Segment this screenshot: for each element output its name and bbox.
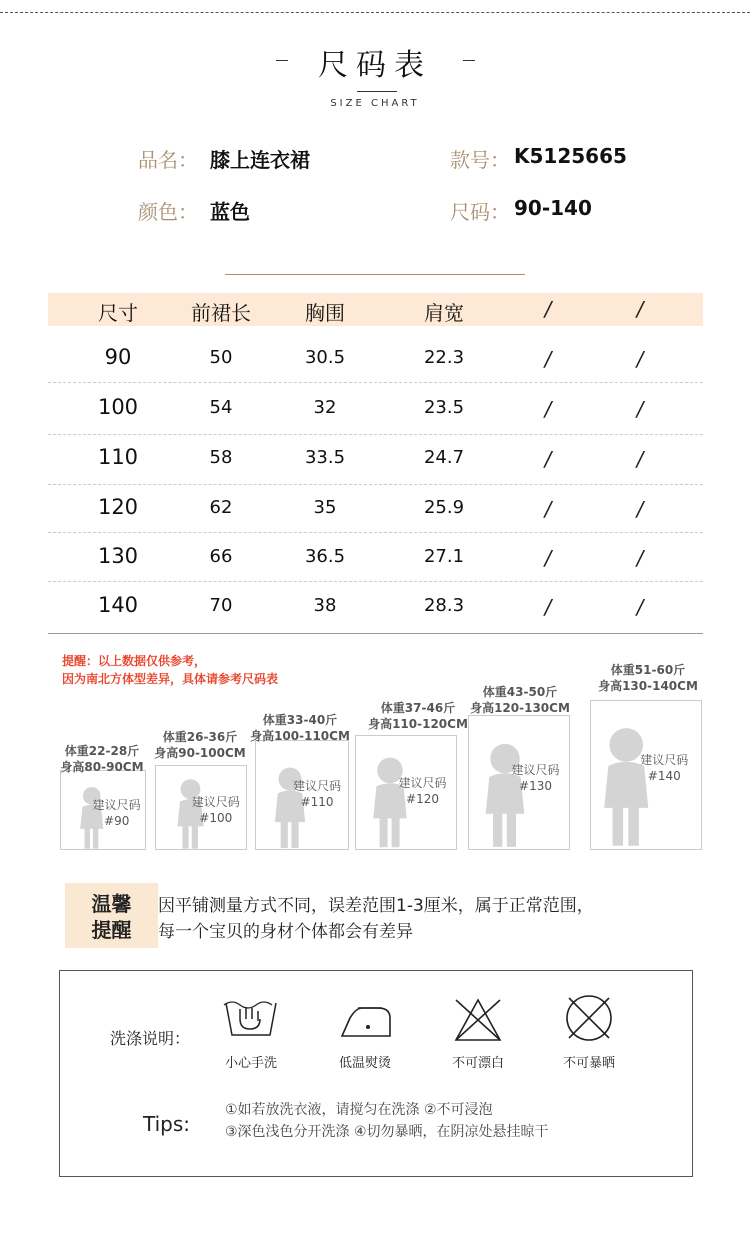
tips-label: Tips:	[143, 1112, 191, 1136]
suggested-size-value: #130	[519, 778, 552, 793]
suggested-size	[182, 794, 250, 826]
table-cell: 33.5	[304, 447, 346, 468]
product-color-value: 蓝色	[210, 200, 250, 224]
table-cell: 23.5	[423, 397, 465, 418]
table-cell: /	[636, 447, 644, 471]
suggested-size-label: 建议尺码	[640, 752, 689, 767]
kid-weight-height	[240, 712, 360, 744]
product-color-label: 颜色：	[138, 200, 198, 224]
low-iron-icon	[338, 1000, 396, 1042]
table-cell: /	[544, 447, 552, 471]
reference-notice	[62, 652, 278, 688]
table-cell: 54	[209, 397, 233, 418]
table-cell: /	[544, 497, 552, 521]
table-header-cell: 肩宽	[424, 301, 464, 325]
warm-reminder-title-2: 提醒	[91, 918, 132, 942]
no-sun-dry-caption: 不可暴晒	[562, 1056, 615, 1071]
suggested-size-label: 建议尺码	[293, 778, 342, 793]
product-name-label: 品名：	[138, 148, 198, 172]
table-header-cell: 胸围	[305, 301, 345, 325]
kid-height: 身高90-100CM	[154, 746, 246, 760]
warm-reminder-text	[158, 893, 594, 945]
table-cell: 35	[313, 497, 337, 518]
table-header-cell: 前裙长	[191, 301, 251, 325]
suggested-size-label: 建议尺码	[191, 795, 240, 810]
product-size-label: 尺码：	[450, 200, 510, 224]
no-bleach-caption: 不可漂白	[451, 1056, 504, 1071]
table-cell: 28.3	[423, 595, 465, 616]
table-size-cell: 120	[97, 495, 139, 519]
kid-weight-height	[460, 684, 580, 716]
table-cell: /	[636, 595, 644, 619]
product-size-value: 90-140	[514, 196, 592, 220]
table-size-cell: 140	[97, 593, 139, 617]
table-cell: /	[636, 347, 644, 371]
no-sun-dry-icon	[563, 993, 615, 1043]
notice-line-2: 因为南北方体型差异，具体请参考尺码表	[62, 672, 279, 686]
hand-wash-icon	[222, 995, 280, 1041]
table-cell: 70	[209, 595, 233, 616]
table-size-cell: 90	[104, 345, 132, 369]
warm-reminder-line-1: 因平铺测量方式不同，误差范围1-3厘米，属于正常范围，	[158, 896, 594, 916]
warm-reminder-line-2: 每一个宝贝的身材个体都会有差异	[158, 922, 413, 942]
product-name-value: 膝上连衣裙	[210, 148, 310, 172]
table-cell: 58	[209, 447, 233, 468]
child-silhouette-icon	[600, 726, 653, 852]
table-cell: 27.1	[423, 546, 465, 567]
product-code-value: K5125665	[514, 144, 627, 168]
kid-height: 身高120-130CM	[470, 701, 570, 715]
table-cell: /	[544, 546, 552, 570]
table-cell: 50	[209, 347, 233, 368]
no-bleach-icon	[452, 996, 504, 1044]
table-cell: 62	[209, 497, 233, 518]
table-cell: /	[544, 347, 552, 371]
subtitle-divider	[357, 91, 397, 92]
gold-divider	[225, 274, 525, 275]
table-row-divider	[48, 434, 703, 435]
table-cell: 25.9	[423, 497, 465, 518]
kid-weight: 体重33-40斤	[262, 713, 338, 727]
suggested-size	[85, 797, 148, 829]
child-silhouette-icon	[482, 742, 528, 852]
suggested-size-label: 建议尺码	[398, 775, 447, 790]
table-row-divider	[48, 532, 703, 533]
table-cell: /	[636, 497, 644, 521]
table-size-cell: 100	[97, 395, 139, 419]
table-row-divider	[48, 581, 703, 582]
suggested-size-value: #120	[406, 791, 439, 806]
kid-height: 身高100-110CM	[250, 729, 350, 743]
tips-text	[225, 1099, 549, 1143]
suggested-size-value: #140	[647, 768, 681, 783]
kid-weight: 体重22-28斤	[64, 744, 140, 758]
kid-height: 身高130-140CM	[598, 679, 698, 693]
table-row-divider	[48, 382, 703, 383]
suggested-size-label: 建议尺码	[511, 762, 560, 777]
table-header-cell: 尺寸	[98, 301, 138, 325]
table-cell: /	[544, 595, 552, 619]
washing-label: 洗涤说明：	[110, 1029, 191, 1048]
suggested-size-value: #100	[199, 811, 233, 826]
suggested-size-label: 建议尺码	[92, 798, 141, 813]
table-cell: 22.3	[423, 347, 465, 368]
suggested-size	[498, 762, 573, 794]
kid-height: 身高80-90CM	[60, 760, 144, 774]
table-cell: 38	[313, 595, 337, 616]
notice-line-1: 提醒：以上数据仅供参考，	[62, 654, 207, 668]
title-right-dash	[463, 60, 475, 61]
table-cell: 30.5	[304, 347, 346, 368]
table-row-divider	[48, 484, 703, 485]
suggested-size	[623, 752, 706, 784]
page-subtitle: SIZE CHART	[330, 98, 420, 109]
warm-reminder-badge	[65, 883, 158, 948]
table-cell: 24.7	[423, 447, 465, 468]
hand-wash-caption: 小心手洗	[224, 1056, 277, 1071]
table-cell: /	[636, 546, 644, 570]
tips-line-1: ①如若放洗衣液，请搅匀在洗涤 ②不可浸泡	[225, 1102, 493, 1118]
kid-weight: 体重51-60斤	[610, 663, 686, 677]
suggested-size-value: #90	[104, 814, 130, 829]
table-size-cell: 130	[97, 544, 139, 568]
table-header-cell: /	[636, 297, 644, 321]
kid-weight: 体重37-46斤	[380, 701, 456, 715]
table-size-cell: 110	[97, 445, 139, 469]
table-cell: 36.5	[304, 546, 346, 567]
warm-reminder-title-1: 温馨	[91, 892, 132, 916]
kid-height: 身高110-120CM	[368, 717, 468, 731]
table-cell: /	[544, 397, 552, 421]
low-iron-caption: 低温熨烫	[338, 1056, 391, 1071]
table-bottom-line	[48, 633, 703, 634]
kid-weight: 体重43-50斤	[482, 685, 558, 699]
suggested-size-value: #110	[300, 794, 334, 809]
table-cell: /	[636, 397, 644, 421]
suggested-size	[385, 775, 460, 807]
page-title: 尺码表	[318, 48, 432, 83]
product-code-label: 款号：	[450, 148, 510, 172]
table-cell: 66	[209, 546, 233, 567]
kid-weight-height	[588, 662, 708, 694]
table-cell: 32	[313, 397, 337, 418]
tips-line-2: ③深色浅色分开洗涤 ④切勿暴晒，在阴凉处悬挂晾干	[225, 1124, 549, 1140]
kid-weight: 体重26-36斤	[162, 730, 238, 744]
table-header-cell: /	[544, 297, 552, 321]
suggested-size	[283, 778, 352, 810]
top-dashed-divider	[0, 12, 750, 13]
